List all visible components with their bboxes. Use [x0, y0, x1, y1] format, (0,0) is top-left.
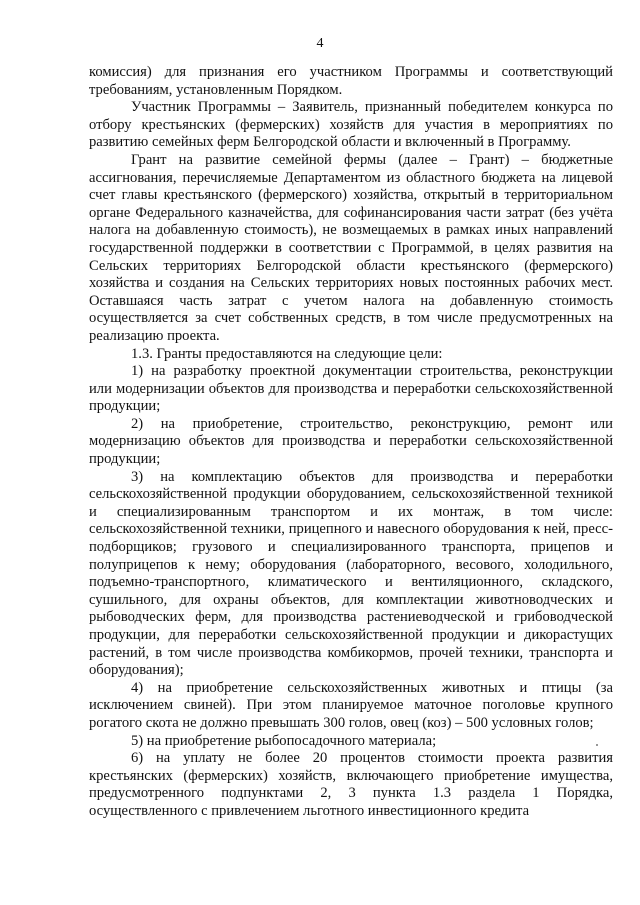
list-item-purpose-6: 6) на уплату не более 20 процентов стоимости проекта развития крестьянских (фермерских) хозяйств, включающего приобретение имущества, предусмотренного подпунктами 2, 3 пункта 1.3 раздела 1 Порядка, осуществленного с привлечением льготного инвестиционного кредита	[89, 750, 613, 819]
list-item-purpose-4: 4) на приобретение сельскохозяйственных животных и птицы (за исключением свиней). При этом планируемое маточное поголовье крупного рогатого скота не должно превышать 300 голов, овец (коз) – 500 условных голов;	[89, 679, 613, 731]
paragraph-grant-purposes-heading: 1.3. Гранты предоставляются на следующие цели:	[131, 345, 443, 362]
document-body	[89, 64, 613, 821]
page-number: 4	[316, 36, 324, 51]
scan-speck	[596, 744, 598, 746]
list-item-purpose-1: 1) на разработку проектной документации строительства, реконструкции или модернизации объектов для производства и переработки сельскохозяйственной продукции;	[89, 363, 613, 415]
list-item-purpose-3: 3) на комплектацию объектов для производства и переработки сельскохозяйственной продукции оборудованием, сельскохозяйственной техникой и специализированным транспортом и их монтаж, в том числе: сельскохозяйственной техники, прицепного и навесного оборудования к ней, пресс-подборщиков; грузового и специализированного транспорта, прицепов и полуприцепов к нему; оборудования (лабораторного, весового, холодильного, подъемно-транспортного, климатического и вентиляционного, складского, сушильного, для охраны объектов, для комплектации животноводческих и рыбоводческих ферм, для производства растениеводческой и грибоводческой продукции, для переработки сельскохозяйственной продукции и дикорастущих растений, в том числе производства комбикормов, прочей техники, транспорта и оборудования);	[89, 468, 613, 679]
paragraph-program-participant: Участник Программы – Заявитель, признанный победителем конкурса по отбору крестьянских (фермерских) хозяйств для участия в мероприятиях по развитию семейных ферм Белгородской области и включенный в Программу.	[89, 99, 613, 151]
paragraph-grant-definition: Грант на развитие семейной фермы (далее – Грант) – бюджетные ассигнования, перечисляемые Департаментом из областного бюджета на лицевой счет главы крестьянского (фермерского) хозяйства, открытый в территориальном органе Федерального казначейства, для софинансирования части затрат (без учёта налога на добавленную стоимость), не возмещаемых в рамках иных направлений государственной поддержки в соответствии с Программой, в целях развития на Сельских территориях Белгородской области крестьянского (фермерского) хозяйства и создания на Сельских территориях новых постоянных рабочих мест. Оставшаяся часть затрат с учетом налога на добавленную стоимость осуществляется за счет собственных средств, в том числе предусмотренных на реализацию проекта.	[89, 151, 613, 344]
list-item-purpose-2: 2) на приобретение, строительство, реконструкцию, ремонт или модернизацию объектов для производства и переработки сельскохозяйственной продукции;	[89, 415, 613, 468]
paragraph-commission-continuation: комиссия) для признания его участником Программы и соответствующий требованиям, установленным Порядком.	[89, 64, 613, 98]
list-item-purpose-5: 5) на приобретение рыбопосадочного материала;	[131, 732, 437, 749]
